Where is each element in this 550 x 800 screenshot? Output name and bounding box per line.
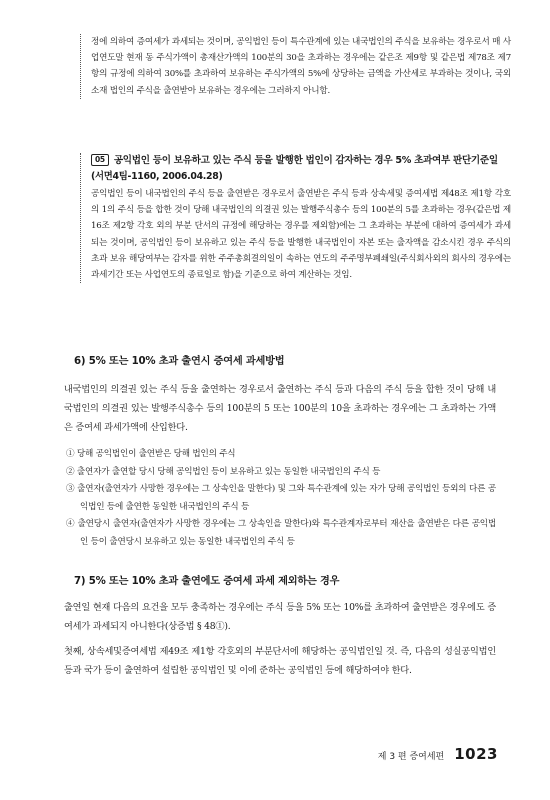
ruling-reference: (서면4팀-1160, 2006.04.28) [91,171,223,182]
quoted-ruling-continuation [80,34,511,99]
page-footer [378,745,498,763]
section-7-paragraph-1: 출연일 현재 다음의 요건을 모두 충족하는 경우에는 주식 등을 5% 또는 10%를 초과하여 출연받은 경우에도 증여세가 과세되지 아니한다(상증법 § 48①). [64,602,496,632]
list-item: ② 출연자가 출연할 당시 당해 공익법인 등이 보유하고 있는 동일한 내국법인의 주식 등 [66,466,381,477]
footer-section-label: 제 3 편 증여세편 [377,752,445,762]
ruling-text: 정에 의하여 증여세가 과세되는 것이며, 공익법인 등이 특수관계에 있는 내국법인의 주식을 보유하는 경우로서 매 사업연도말 현재 동 주식가액이 총재산가액의 100분의 30을 초과하는 경우에는 같은조 제9항 및 같은법 제78조 제7항의 규정에 의하여 30%를 초과하여 보유하는 주식가액의 5%에 상당하는 금액을 가산세로 부과하는 것이나, 국외소재 법인의 주식을 출연받아 보유하는 경우에는 그러하지 아니함. [91,37,511,96]
section-6-paragraph: 내국법인의 의결권 있는 주식 등을 출연하는 경우로서 출연하는 주식 등과 다음의 주식 등을 합한 것이 당해 내국법인의 의결권 있는 발행주식총수 등의 100분의 5 또는 100분의 10을 초과하는 경우에는 그 초과하는 가액은 증여세 과세가액에 산입한다. [64,384,496,433]
page-number: 1023 [454,745,498,763]
section-6-list [66,446,496,552]
section-6-title: 6) 5% 또는 10% 초과 출연시 증여세 과세방법 [74,356,285,367]
list-item: ④ 출연당시 출연자(출연자가 사망한 경우에는 그 상속인을 말한다)와 특수관계자로부터 재산을 출연받은 다른 공익법인 등이 출연당시 보유하고 있는 동일한 내국법인의 주식 등 [66,519,496,547]
section-7-paragraph-2: 첫째, 상속세및증여세법 제49조 제1항 각호외의 부분단서에 해당하는 공익법인일 것. 즉, 다음의 성실공익법인 등과 국가 등이 출연하여 설립한 공익법인 및 이에 준하는 공익법인 등에 해당하여야 한다. [64,646,496,676]
ruling-heading-text: 공익법인 등이 보유하고 있는 주식 등을 발행한 법인이 감자하는 경우 5% 초과여부 판단기준일 [113,155,498,166]
section-7-title: 7) 5% 또는 10% 초과 출연에도 증여세 과세 제외하는 경우 [74,576,340,587]
ruling-number-badge: 05 [91,154,109,166]
list-item: ① 당해 공익법인이 출연받은 당해 법인의 주식 [66,449,236,459]
ruling-heading [91,153,511,169]
list-item: ③ 출연자(출연자가 사망한 경우에는 그 상속인을 말한다) 및 그와 특수관계에 있는 자가 당해 공익법인 등외의 다른 공익법인 등에 출연한 동일한 내국법인의 주식 등 [66,484,496,512]
ruling-text: 공익법인 등이 내국법인의 주식 등을 출연받은 경우로서 출연받은 주식 등과 상속세및 증여세법 제48조 제1항 각호의 1의 주식 등을 합한 것이 당해 내국법인의 의결권 있는 발행주식총수 등의 100분의 5를 초과하는 경우(같은법 제16조 제2항 각호 외의 부분 단서의 규정에 해당하는 경우를 제외함)에는 그 초과하는 부분에 대하여 증여세가 과세되는 것이며, 공익법인 등이 보유하고 있는 주식 등을 발행한 내국법인이 자본 또는 출자액을 감소시킨 경우 주식의 초과 보유 해당여부는 감자를 위한 주주총회결의일이 속하는 연도의 주주명부폐쇄일(주식회사외의 회사의 경우에는 과세기간 또는 사업연도의 종료일로 함)을 기준으로 하여 계산하는 것임. [91,189,511,281]
quoted-ruling-05 [80,153,511,283]
